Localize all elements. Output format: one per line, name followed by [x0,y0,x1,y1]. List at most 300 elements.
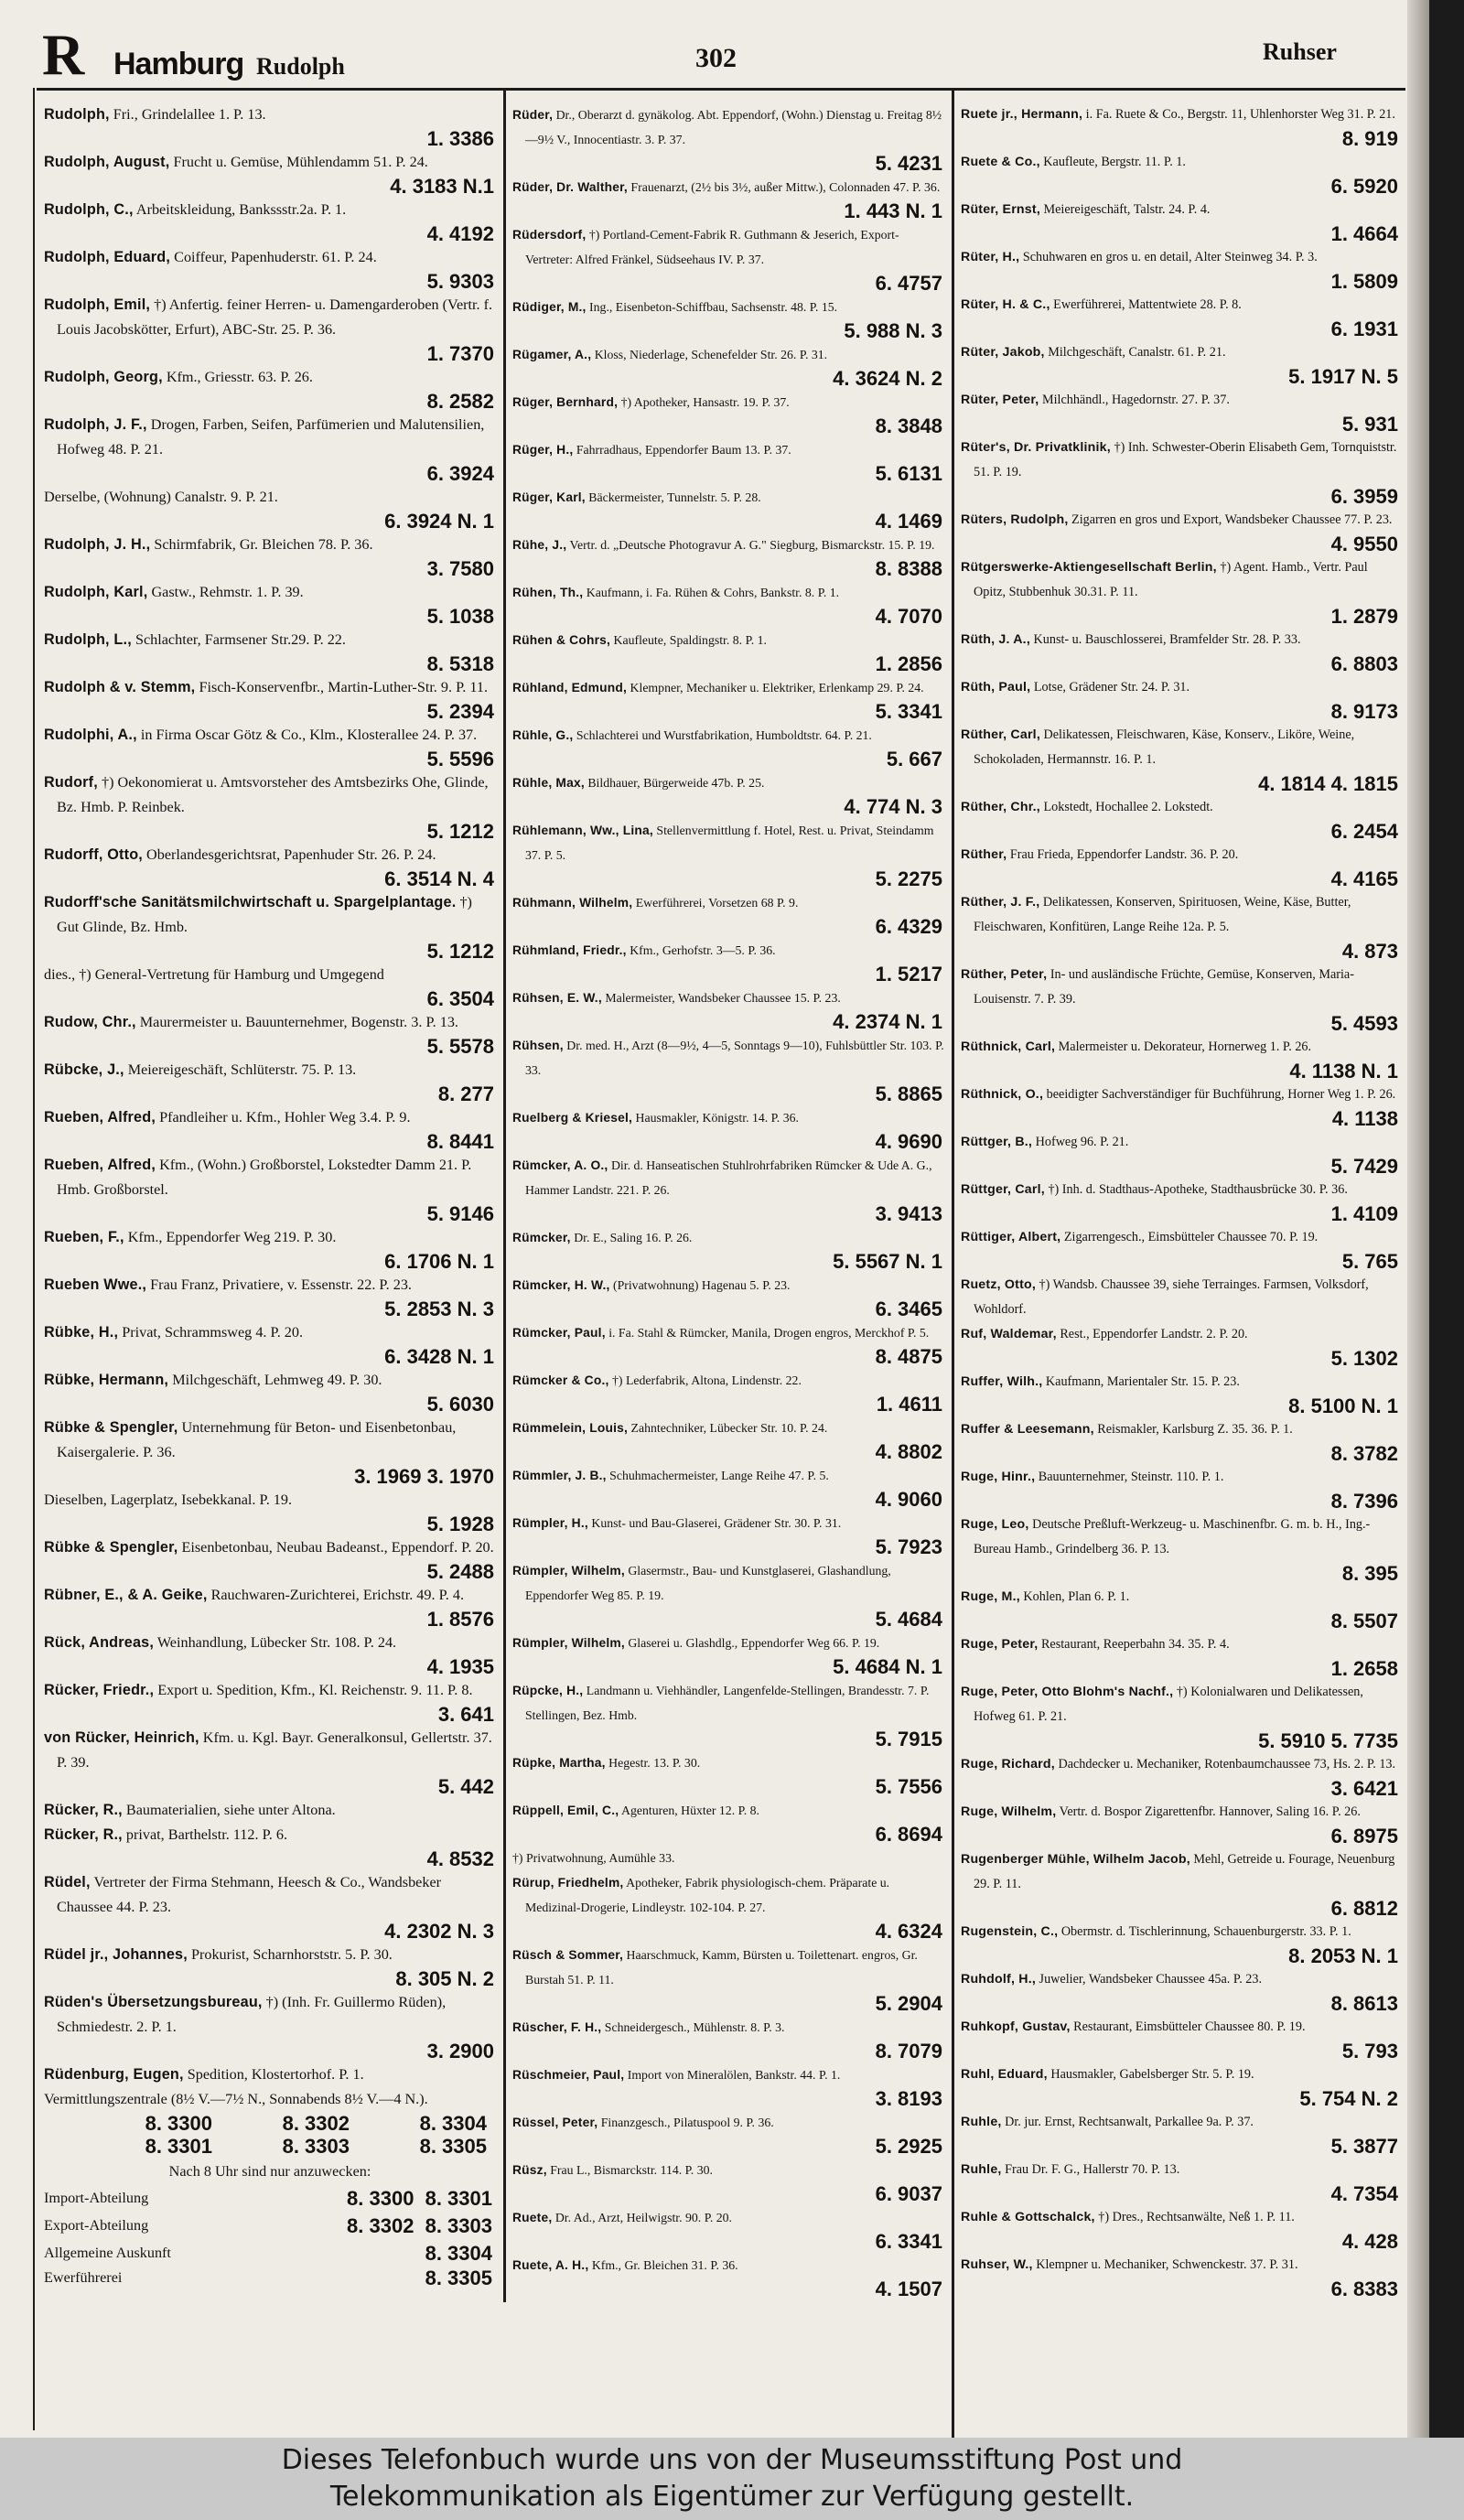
directory-entry [961,436,1400,508]
entry-details: Glaserei u. Glashdlg., Eppendorfer Weg 66. P. 19. [628,1636,880,1650]
entry-name: Rüdel, [44,1874,91,1890]
entry-name: Rüder, [512,108,554,122]
entry-details: Gastw., Rehmstr. 1. P. 39. [151,584,304,600]
directory-entry [512,533,944,580]
directory-entry [44,102,496,150]
entry-details: Arbeitskleidung, Bankssstr.2a. P. 1. [135,201,347,218]
entry-phone: 5. 442 [437,1775,494,1798]
entry-phone: 8. 4875 [875,1345,942,1368]
entry-phone: 5. 7923 [875,1535,942,1558]
directory-entry [512,1320,944,1368]
entry-details: Meiereigeschäft, Schlüterstr. 75. P. 13. [127,1061,357,1078]
entry-name: Rütgerswerke-Aktiengesellschaft Berlin, [961,560,1217,575]
entry-name: Rübke & Spengler, [44,1419,178,1436]
entry-name: Rudolph, August, [44,154,170,170]
directory-entry [512,1033,944,1105]
entry-name: Ruhkopf, Gustav, [961,2019,1071,2034]
directory-entry [961,963,1400,1035]
entry-details: Zigarrengesch., Eimsbütteler Chaussee 70. P. 19. [1063,1230,1319,1244]
entry-details: Malermeister, Wandsbeker Chaussee 15. P. 23. [605,991,841,1005]
entry-details: Kaufmann, Marientaler Str. 15. P. 23. [1045,1374,1240,1389]
entry-name: Rühsen, [512,1039,564,1052]
entry-name: Ruetz, Otto, [961,1277,1036,1292]
entry-name: Rüttger, B., [961,1135,1033,1149]
directory-entry [44,843,496,890]
entry-phone: 1. 5217 [875,963,942,985]
entry-details: Dr. E., Saling 16. P. 26. [574,1231,693,1244]
entry-details: Rest., Eppendorfer Landstr. 2. P. 20. [1060,1327,1248,1341]
entry-phone: 8. 3848 [875,415,942,437]
entry-phone: 6. 8383 [1330,2278,1398,2300]
entry-phone: 5. 2394 [426,700,494,723]
switchboard-number: 8. 3305 [419,2135,487,2158]
entry-name: Rühsen, E. W., [512,991,602,1005]
entry-phone: 5. 931 [1341,413,1398,436]
entry-name: Rüthnick, O., [961,1087,1044,1102]
directory-entry [512,485,944,533]
entry-name: Rümcker & Co., [512,1373,609,1387]
directory-entry [44,1225,496,1273]
entry-details: Dr. jur. Ernst, Rechtsanwalt, Parkallee 9a. P. 37. [1005,2115,1254,2129]
entry-details: Kfm., Gr. Bleichen 31. P. 36. [591,2258,738,2272]
entry-name: Rudorff, Otto, [44,846,143,863]
switchboard-number: 8. 3304 [419,2112,487,2135]
entry-details: Kunst- und Bau-Glaserei, Grädener Str. 30. P. 31. [591,1516,842,1530]
entry-phone: 4. 873 [1341,940,1398,963]
entry-name: Rüpcke, H., [512,1684,584,1697]
entry-details: Export u. Spedition, Kfm., Kl. Reichenstr. 9. 11. P. 8. [157,1682,473,1698]
entry-phone: 5. 1212 [426,820,494,843]
directory-entry [961,1920,1400,1967]
entry-name: Rühe, J., [512,538,567,552]
department-phone: 8. 3302 [347,2214,414,2237]
department-phone: 8. 3305 [425,2267,492,2289]
department-phone: 8. 3303 [425,2214,492,2237]
entry-name: Rüth, Paul, [961,680,1031,695]
entry-phone: 3. 641 [437,1703,494,1726]
entry-name: Rüsch & Sommer, [512,1948,624,1962]
footer-line-2: Telekommunikation als Eigentümer zur Verfügung gestellt. [329,2481,1135,2513]
entry-name: Rüger, Karl, [512,490,586,504]
directory-entry [512,1511,944,1558]
entry-name: Rügamer, A., [512,348,592,361]
directory-entry [512,2110,944,2158]
entry-details: Baumaterialien, siehe unter Altona. [125,1802,336,1818]
entry-details: Hausmakler, Königstr. 14. P. 36. [635,1111,799,1125]
entry-name: Rühmann, Wilhelm, [512,896,633,910]
entry-details: †) Apotheker, Hansastr. 19. P. 37. [620,395,790,409]
entry-name: Rühen, Th., [512,586,584,599]
directory-entry [44,365,496,413]
entry-phone: 5. 4231 [875,152,942,175]
entry-name: Rübner, E., & A. Geike, [44,1587,208,1603]
entry-details: In- und ausländische Früchte, Gemüse, Konserven, Maria-Louisenstr. 7. P. 39. [974,967,1354,1007]
entry-phone: 5. 4684 N. 1 [833,1655,942,1678]
entry-name: Rüters, Rudolph, [961,512,1069,527]
directory-entry [512,1798,944,1846]
directory-entry [512,1943,944,2015]
entry-name: Rudolph, C., [44,201,134,218]
entry-details: Obermstr. d. Tischlerinnung, Schauenburgerstr. 33. P. 1. [1060,1924,1351,1939]
entry-phone: 4. 7354 [1330,2182,1398,2205]
directory-entry [961,2062,1400,2110]
entry-details: Weinhandlung, Lübecker Str. 108. P. 24. [156,1634,397,1651]
entry-details: Restaurant, Eimsbütteler Chaussee 80. P. 19. [1073,2019,1306,2034]
entry-details: Klempner u. Mechaniker, Schwenckestr. 37. P. 31. [1036,2257,1298,2272]
entry-name: Rueben Wwe., [44,1276,147,1293]
entry-details: Schneidergesch., Mühlenstr. 8. P. 3. [604,2020,785,2034]
directory-entry [44,1943,496,1990]
directory-entry [44,1010,496,1058]
entry-name: Ruge, Peter, Otto Blohm's Nachf., [961,1685,1174,1699]
entry-name: Rücker, R., [44,1802,123,1818]
directory-entry [961,245,1400,293]
entry-details: Klempner, Mechaniker u. Elektriker, Erlenkamp 29. P. 24. [630,681,924,695]
entry-phone: 4. 7070 [875,605,942,628]
entry-phone: 5. 5578 [426,1035,494,1058]
entry-details: †) Lederfabrik, Altona, Lindenstr. 22. [612,1373,802,1387]
entry-name: Ruete jr., Hermann, [961,107,1083,122]
entry-name: Rüther, Carl, [961,727,1040,742]
entry-phone: 6. 8803 [1330,652,1398,675]
directory-entry [961,2110,1400,2158]
directory-entry [44,770,496,843]
directory-entry [961,1513,1400,1585]
entry-phone: 4. 1138 N. 1 [1289,1060,1398,1082]
entry-phone: 5. 2925 [875,2135,942,2158]
entry-details: Dir. d. Hanseatischen Stuhlrohrfabriken Rümcker & Ude A. G., Hammer Landstr. 221. P. 26. [525,1158,932,1197]
first-entry-guide: Rudolph [256,53,345,80]
directory-entry [961,1322,1400,1370]
directory-entry [961,2158,1400,2205]
entry-name: Rüther, Peter, [961,967,1048,982]
entry-details: Vertreter der Firma Stehmann, Heesch & Co., Wandsbeker Chaussee 44. P. 23. [57,1874,442,1915]
entry-phone: 5. 1928 [426,1513,494,1535]
entry-details: privat, Barthelstr. 112. P. 6. [125,1826,288,1843]
entry-name: Rühle, G., [512,728,574,742]
directory-entry [44,485,496,533]
department-phone: 8. 3301 [425,2187,492,2210]
entry-phone: 5. 2275 [875,867,942,890]
directory-entry [961,795,1400,843]
directory-entry [961,340,1400,388]
directory-entry [961,1225,1400,1273]
entry-name: Rüsz, [512,2163,547,2177]
entry-phone: 5. 2904 [875,1992,942,2015]
entry-details: Kfm., Griesstr. 63. P. 26. [166,369,313,385]
entry-details: Bäckermeister, Tunnelstr. 5. P. 28. [588,490,761,504]
entry-details: Frucht u. Gemüse, Mühlendamm 51. P. 24. [173,154,428,170]
entry-phone: 3. 9413 [875,1202,942,1225]
entry-phone: 8. 7396 [1330,1490,1398,1513]
entry-details: i. Fa. Ruete & Co., Bergstr. 11, Uhlenhorster Weg 31. P. 21. [1085,107,1395,122]
page-number: 302 [695,43,737,73]
entry-details: Kaufleute, Bergstr. 11. P. 1. [1043,155,1186,169]
entry-details: i. Fa. Stahl & Rümcker, Manila, Drogen engros, Merckhof P. 5. [608,1326,930,1340]
directory-entry [512,2158,944,2205]
entry-details: beeidigter Sachverständiger für Buchführung, Horner Weg 1. P. 26. [1046,1087,1396,1102]
entry-name: Rüther, J. F., [961,895,1040,910]
directory-entry [961,555,1400,628]
entry-phone: 5. 5596 [426,748,494,770]
entry-phone: 5. 8865 [875,1082,942,1105]
entry-phone: 8. 9173 [1330,700,1398,723]
directory-entry [512,938,944,985]
entry-details: Unternehmung für Beton- und Eisenbetonbau, Kaisergalerie. P. 36. [57,1419,457,1460]
entry-details: Kfm., Gerhofstr. 3—5. P. 36. [630,943,776,957]
directory-entry [961,388,1400,436]
entry-name: Ruge, Richard, [961,1757,1055,1772]
entry-phone: 6. 1931 [1330,318,1398,340]
entry-phone: 4. 2374 N. 1 [833,1010,942,1033]
entry-phone: 5. 793 [1341,2040,1398,2062]
entry-phone: 4. 8802 [875,1440,942,1463]
entry-phone: 6. 8694 [875,1823,942,1846]
entry-phone: 6. 9037 [875,2182,942,2205]
entry-phone: 1. 443 N. 1 [844,199,942,222]
entry-phone: 4. 3183 N.1 [390,175,494,198]
entry-name: Rühmland, Friedr., [512,943,627,957]
entry-details: Apotheker, Fabrik physiologisch-chem. Präparate u. Medizinal-Drogerie, Lindleystr. 102-104. P. 27. [525,1876,890,1914]
entry-phone: 5. 1917 N. 5 [1288,365,1398,388]
footer-line-1: Dieses Telefonbuch wurde uns von der Museumsstiftung Post und [281,2444,1183,2476]
entry-phone: 6. 3959 [1330,485,1398,508]
entry-name: Rümpler, Wilhelm, [512,1636,625,1650]
entry-name: Ruffer, Wilh., [961,1374,1043,1389]
entry-name: Rüdiger, M., [512,300,587,314]
entry-name: Rüter's, Dr. Privatklinik, [961,440,1111,455]
entry-details: (Privatwohnung) Hagenau 5. P. 23. [612,1278,791,1292]
directory-entry [44,723,496,770]
directory-entry [961,1082,1400,1130]
entry-phone: 6. 3428 N. 1 [384,1345,494,1368]
switchboard-numbers [44,2112,496,2158]
entry-details: Frau Frieda, Eppendorfer Landstr. 36. P. 20. [1009,847,1239,862]
department-label: Allgemeine Auskunft [44,2245,171,2261]
directory-entry [961,1752,1400,1800]
entry-phone: 6. 3924 N. 1 [384,510,494,533]
directory-entry [961,2015,1400,2062]
entry-phone: 1. 3386 [426,127,494,150]
directory-entry [512,675,944,723]
entry-phone: 4. 4192 [426,222,494,245]
directory-entry [44,1678,496,1726]
left-rule [33,88,35,2430]
directory-entry [512,818,944,890]
entry-phone: 5. 4593 [1330,1012,1398,1035]
directory-entry [44,150,496,198]
entry-phone: 5. 988 N. 3 [844,319,942,342]
entry-name: Rümcker, A. O., [512,1158,608,1172]
entry-name: Ruhle, [961,2162,1002,2177]
entry-name: von Rücker, Heinrich, [44,1729,199,1746]
entry-name: Rürup, Friedhelm, [512,1876,624,1890]
entry-phone: 1. 4109 [1330,1202,1398,1225]
entry-name: Rudolph, Emil, [44,296,151,313]
directory-entry [44,1798,496,1823]
directory-entry [512,2205,944,2253]
directory-entry [44,1583,496,1631]
entry-name: Rudolph, J. H., [44,536,151,553]
last-entry-guide: Ruhser [1263,38,1337,65]
page-gutter [1407,0,1429,2438]
column-2-entries [512,102,944,2300]
entry-phone: 8. 919 [1341,127,1398,150]
directory-entry [44,675,496,723]
directory-entry [961,1847,1400,1920]
entry-phone: 3. 7580 [426,557,494,580]
entry-phone: 3. 8193 [875,2087,942,2110]
after-hours-note: Nach 8 Uhr sind nur anzuwecken: [168,2163,371,2180]
entry-name: Rüthnick, Carl, [961,1039,1056,1054]
entry-details: Ewerführerei, Vorsetzen 68 P. 9. [635,896,799,910]
entry-details: †) Agent. Hamb., Vertr. Paul Opitz, Stubbenhuk 30.31. P. 11. [974,560,1368,599]
directory-entry [961,1417,1400,1465]
entry-details: Lotse, Grädener Str. 24. P. 31. [1033,680,1190,695]
directory-entry [44,1631,496,1678]
entry-details: Agenturen, Hüxter 12. P. 8. [621,1804,759,1817]
entry-name: Rüter, Jakob, [961,345,1045,360]
entry-phone: 4. 9690 [875,1130,942,1153]
entry-details: †) Dres., Rechtsanwälte, Neß 1. P. 11. [1098,2210,1295,2224]
entry-name: Rudolph, Eduard, [44,249,171,265]
entry-details: Privat, Schrammsweg 4. P. 20. [122,1324,304,1341]
entry-phone: 1. 2879 [1330,605,1398,628]
entry-details: Delikatessen, Fleischwaren, Käse, Konserv., Liköre, Weine, Schokoladen, Hermannstr. 16. P. 1. [974,727,1355,767]
directory-entry [961,1370,1400,1417]
entry-details: Dr. med. H., Arzt (8—9½, 4—5, Sonntags 9—10), Fuhlsbüttler Str. 103. P. 33. [525,1039,944,1077]
directory-entry [512,1631,944,1678]
entry-phone: 4. 1507 [875,2278,942,2300]
entry-details: Zigarren en gros und Export, Wandsbeker Chaussee 77. P. 23. [1071,512,1393,527]
entry-name: Ruge, Wilhelm, [961,1804,1057,1819]
entry-phone: 1. 4611 [876,1393,942,1416]
entry-details: †) Kolonialwaren und Delikatessen, Hofweg 61. P. 21. [974,1685,1363,1724]
directory-entry [512,390,944,437]
entry-phone: 4. 1935 [426,1655,494,1678]
page-header [37,22,1409,90]
entry-name: Rümcker, Paul, [512,1326,606,1340]
directory-entry [512,2253,944,2300]
entry-phone: 4. 9060 [875,1488,942,1511]
entry-name: Rüter, Ernst, [961,202,1040,217]
entry-details: in Firma Oscar Götz & Co., Klm., Klosterallee 24. P. 37. [140,727,478,743]
entry-name: Rüssel, Peter, [512,2116,598,2129]
entry-details: †) Gut Glinde, Bz. Hmb. [57,894,472,935]
entry-phone: 5. 754 N. 2 [1299,2087,1398,2110]
entry-details: Spedition, Klostertorhof. P. 1. [187,2066,364,2083]
entry-phone: 6. 3341 [875,2230,942,2253]
directory-entry [512,1368,944,1416]
entry-details: †) Wandsb. Chaussee 39, siehe Terrainges. Farmsen, Volksdorf, Wohldorf. [974,1277,1369,1317]
entry-details: Drogen, Farben, Seifen, Parfümerien und Malutensilien, Hofweg 48. P. 21. [57,416,485,458]
entry-name: Rudolphi, A., [44,727,137,743]
entry-name: Rümcker, [512,1231,571,1244]
directory-entry [961,1035,1400,1082]
entry-details: Oberlandesgerichtsrat, Papenhuder Str. 26. P. 24. [146,846,436,863]
column-2 [512,102,944,2344]
entry-phone: 6. 8975 [1330,1825,1398,1847]
entry-name: Rümpler, H., [512,1516,588,1530]
entry-name: Rugenberger Mühle, Wilhelm Jacob, [961,1852,1190,1867]
entry-details: †) Oekonomierat u. Amtsvorsteher des Amtsbezirks Ohe, Glinde, Bz. Hmb. P. Reinbek. [57,774,489,815]
entry-name: Rudorf, [44,774,98,791]
entry-phone: 6. 4757 [875,272,942,295]
entry-details: Coiffeur, Papenhuderstr. 61. P. 24. [174,249,377,265]
directory-entry [961,1273,1400,1322]
entry-phone: 4. 774 N. 3 [844,795,942,818]
department-phone: 8. 3300 [347,2187,414,2210]
entry-phone: 4. 1138 [1331,1107,1398,1130]
entry-phone: 1. 7370 [426,342,494,365]
directory-entry [44,1990,496,2062]
entry-details: Bauunternehmer, Steinstr. 110. P. 1. [1038,1470,1224,1484]
entry-phone: 8. 8388 [875,557,942,580]
entry-name: Rudow, Chr., [44,1014,136,1030]
directory-entry [512,295,944,342]
entry-details: Schlachter, Farmsener Str.29. P. 22. [135,631,346,648]
entry-phone: 4. 6324 [875,1920,942,1943]
entry-details: Rauchwaren-Zurichterei, Erichstr. 49. P. 4. [210,1587,465,1603]
entry-phone: 1. 2658 [1330,1657,1398,1680]
entry-details: Derselbe, (Wohnung) Canalstr. 9. P. 21. [44,489,278,505]
entry-phone: 3. 6421 [1330,1777,1398,1800]
directory-entry [44,1058,496,1105]
directory-entry [512,1463,944,1511]
entry-name: Rudolph, J. F., [44,416,147,433]
entry-details: Kaufleute, Spaldingstr. 8. P. 1. [613,633,767,647]
entry-phone: 8. 8441 [426,1130,494,1153]
column-1-entries [44,102,496,2112]
entry-name: Rüder, Dr. Walther, [512,180,628,194]
entry-name: Rudolph, Karl, [44,584,148,600]
entry-details: Hausmakler, Gabelsberger Str. 5. P. 19. [1050,2067,1254,2082]
entry-details: Schuhmachermeister, Lange Reihe 47. P. 5. [609,1469,829,1482]
city-name: Hamburg [113,47,244,81]
entry-phone: 1. 5809 [1330,270,1398,293]
entry-name: Rümcker, H. W., [512,1278,610,1292]
entry-details: Schuhwaren en gros u. en detail, Alter Steinweg 34. P. 3. [1022,250,1318,264]
entry-details: Fahrradhaus, Eppendorfer Baum 13. P. 37. [576,443,791,457]
entry-name: Ruete & Co., [961,155,1040,169]
directory-entry [512,985,944,1033]
entry-name: Ruete, [512,2211,553,2224]
directory-entry [512,890,944,938]
department-row [44,2266,496,2290]
entry-phone: 4. 9550 [1330,533,1398,555]
entry-name: Rüdenburg, Eugen, [44,2066,184,2083]
entry-name: Ruhser, W., [961,2257,1033,2272]
entry-phone: 5. 7556 [875,1775,942,1798]
directory-entry [512,628,944,675]
directory-entry [961,293,1400,340]
directory-entry [961,2205,1400,2253]
entry-details: Vertr. d. Bospor Zigarettenfbr. Hannover, Saling 16. P. 26. [1059,1804,1361,1819]
entry-phone: 8. 395 [1341,1562,1398,1585]
entry-name: Rübke, Hermann, [44,1372,169,1388]
directory-entry [44,245,496,293]
entry-name: Rudorff'sche Sanitätsmilchwirtschaft u. Spargelplantage. [44,894,457,910]
entry-name: Rüther, [961,847,1007,862]
entry-name: Rümpler, Wilhelm, [512,1564,625,1578]
directory-entry [512,1750,944,1798]
entry-name: Rümmelein, Louis, [512,1421,629,1435]
entry-name: Rüpke, Martha, [512,1756,606,1770]
switchboard-number: 8. 3302 [282,2112,350,2135]
entry-name: Rueben, F., [44,1229,124,1245]
entry-details: Vertr. d. „Deutsche Photogravur A. G." Siegburg, Bismarckstr. 15. P. 19. [569,538,935,552]
entry-details: Restaurant, Reeperbahn 34. 35. P. 4. [1040,1637,1230,1652]
